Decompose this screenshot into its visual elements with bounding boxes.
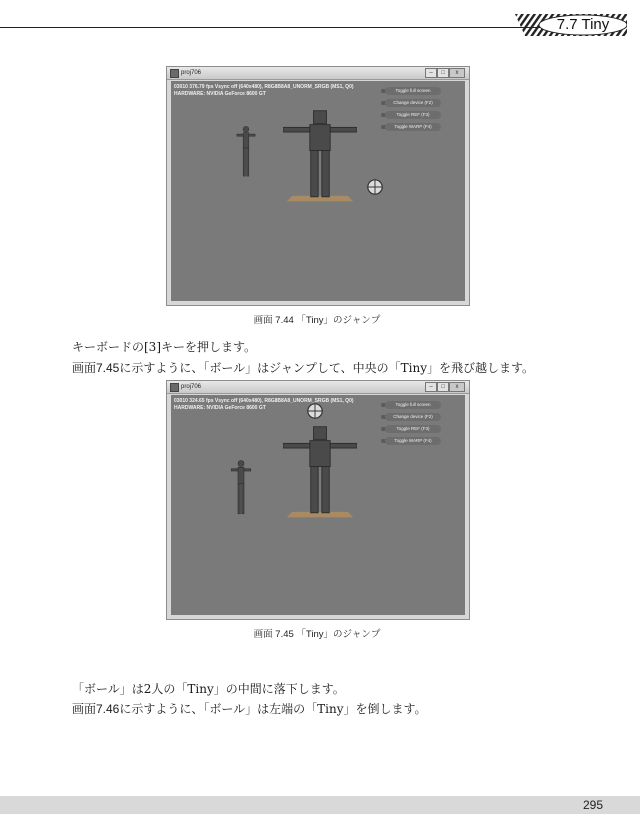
paragraph-4 xyxy=(72,700,427,717)
minimize-button[interactable]: – xyxy=(425,68,437,78)
render-viewport[interactable] xyxy=(171,395,465,615)
change-device-button[interactable]: Change device (F2) xyxy=(385,413,441,421)
ball-sphere xyxy=(367,179,383,195)
minimize-button[interactable]: – xyxy=(425,382,437,392)
app-window-2 xyxy=(166,380,470,620)
figure-caption-744: 画面 7.44 「Tiny」のジャンプ xyxy=(253,315,381,326)
hardware-info: HARDWARE: NVIDIA GeForce 8600 GT xyxy=(174,91,266,97)
figure-reference: 画面7.45 xyxy=(72,361,120,375)
close-button[interactable]: x xyxy=(449,382,465,392)
paragraph-2-text: に示すように、「ボール」はジャンプして、中央の「Tiny」を飛び越します。 xyxy=(119,361,535,375)
window-title: proj706 xyxy=(181,384,202,390)
header-rule xyxy=(0,27,560,28)
window-titlebar[interactable] xyxy=(167,67,469,80)
toggle-warp-button[interactable]: Toggle WARP (F4) xyxy=(385,437,441,445)
maximize-button[interactable]: □ xyxy=(437,382,449,392)
footer-bar xyxy=(0,796,640,814)
tiny-character-small xyxy=(235,125,257,181)
tiny-character-small xyxy=(229,459,253,519)
render-viewport[interactable] xyxy=(171,81,465,301)
app-window-1 xyxy=(166,66,470,306)
figure-reference: 画面7.46 xyxy=(72,702,120,716)
paragraph-2 xyxy=(72,359,534,376)
toggle-warp-button[interactable]: Toggle WARP (F4) xyxy=(385,123,441,131)
page-number: 295 xyxy=(583,798,604,812)
tiny-character-large xyxy=(283,423,357,523)
paragraph-4-text: に示すように、「ボール」は左端の「Tiny」を倒します。 xyxy=(119,702,427,716)
window-title: proj706 xyxy=(181,70,202,76)
fps-stats: 03010 324.65 fps Vsync off (640x480), R8G8B8A8_UNORM_SRGB (MS1, Q0) xyxy=(174,398,354,404)
close-button[interactable]: x xyxy=(449,68,465,78)
fps-stats: 03010 376.79 fps Vsync off (640x480), R8G8B8A8_UNORM_SRGB (MS1, Q0) xyxy=(174,84,354,90)
section-title: 7.7 Tiny xyxy=(556,16,610,33)
window-titlebar[interactable] xyxy=(167,381,469,394)
hardware-info: HARDWARE: NVIDIA GeForce 8600 GT xyxy=(174,405,266,411)
toggle-fullscreen-button[interactable]: Toggle full screen xyxy=(385,401,441,409)
tiny-character-large xyxy=(283,109,357,205)
paragraph-3: 「ボール」は2人の「Tiny」の中間に落下します。 xyxy=(72,682,345,696)
paragraph-1: キーボードの[3]キーを押します。 xyxy=(72,340,257,354)
toggle-ref-button[interactable]: Toggle REF (F3) xyxy=(385,111,441,119)
toggle-fullscreen-button[interactable]: Toggle full screen xyxy=(385,87,441,95)
maximize-button[interactable]: □ xyxy=(437,68,449,78)
ball-sphere xyxy=(307,403,323,419)
figure-caption-745: 画面 7.45 「Tiny」のジャンプ xyxy=(253,629,381,640)
toggle-ref-button[interactable]: Toggle REF (F3) xyxy=(385,425,441,433)
app-icon xyxy=(170,69,179,78)
change-device-button[interactable]: Change device (F2) xyxy=(385,99,441,107)
app-icon xyxy=(170,383,179,392)
